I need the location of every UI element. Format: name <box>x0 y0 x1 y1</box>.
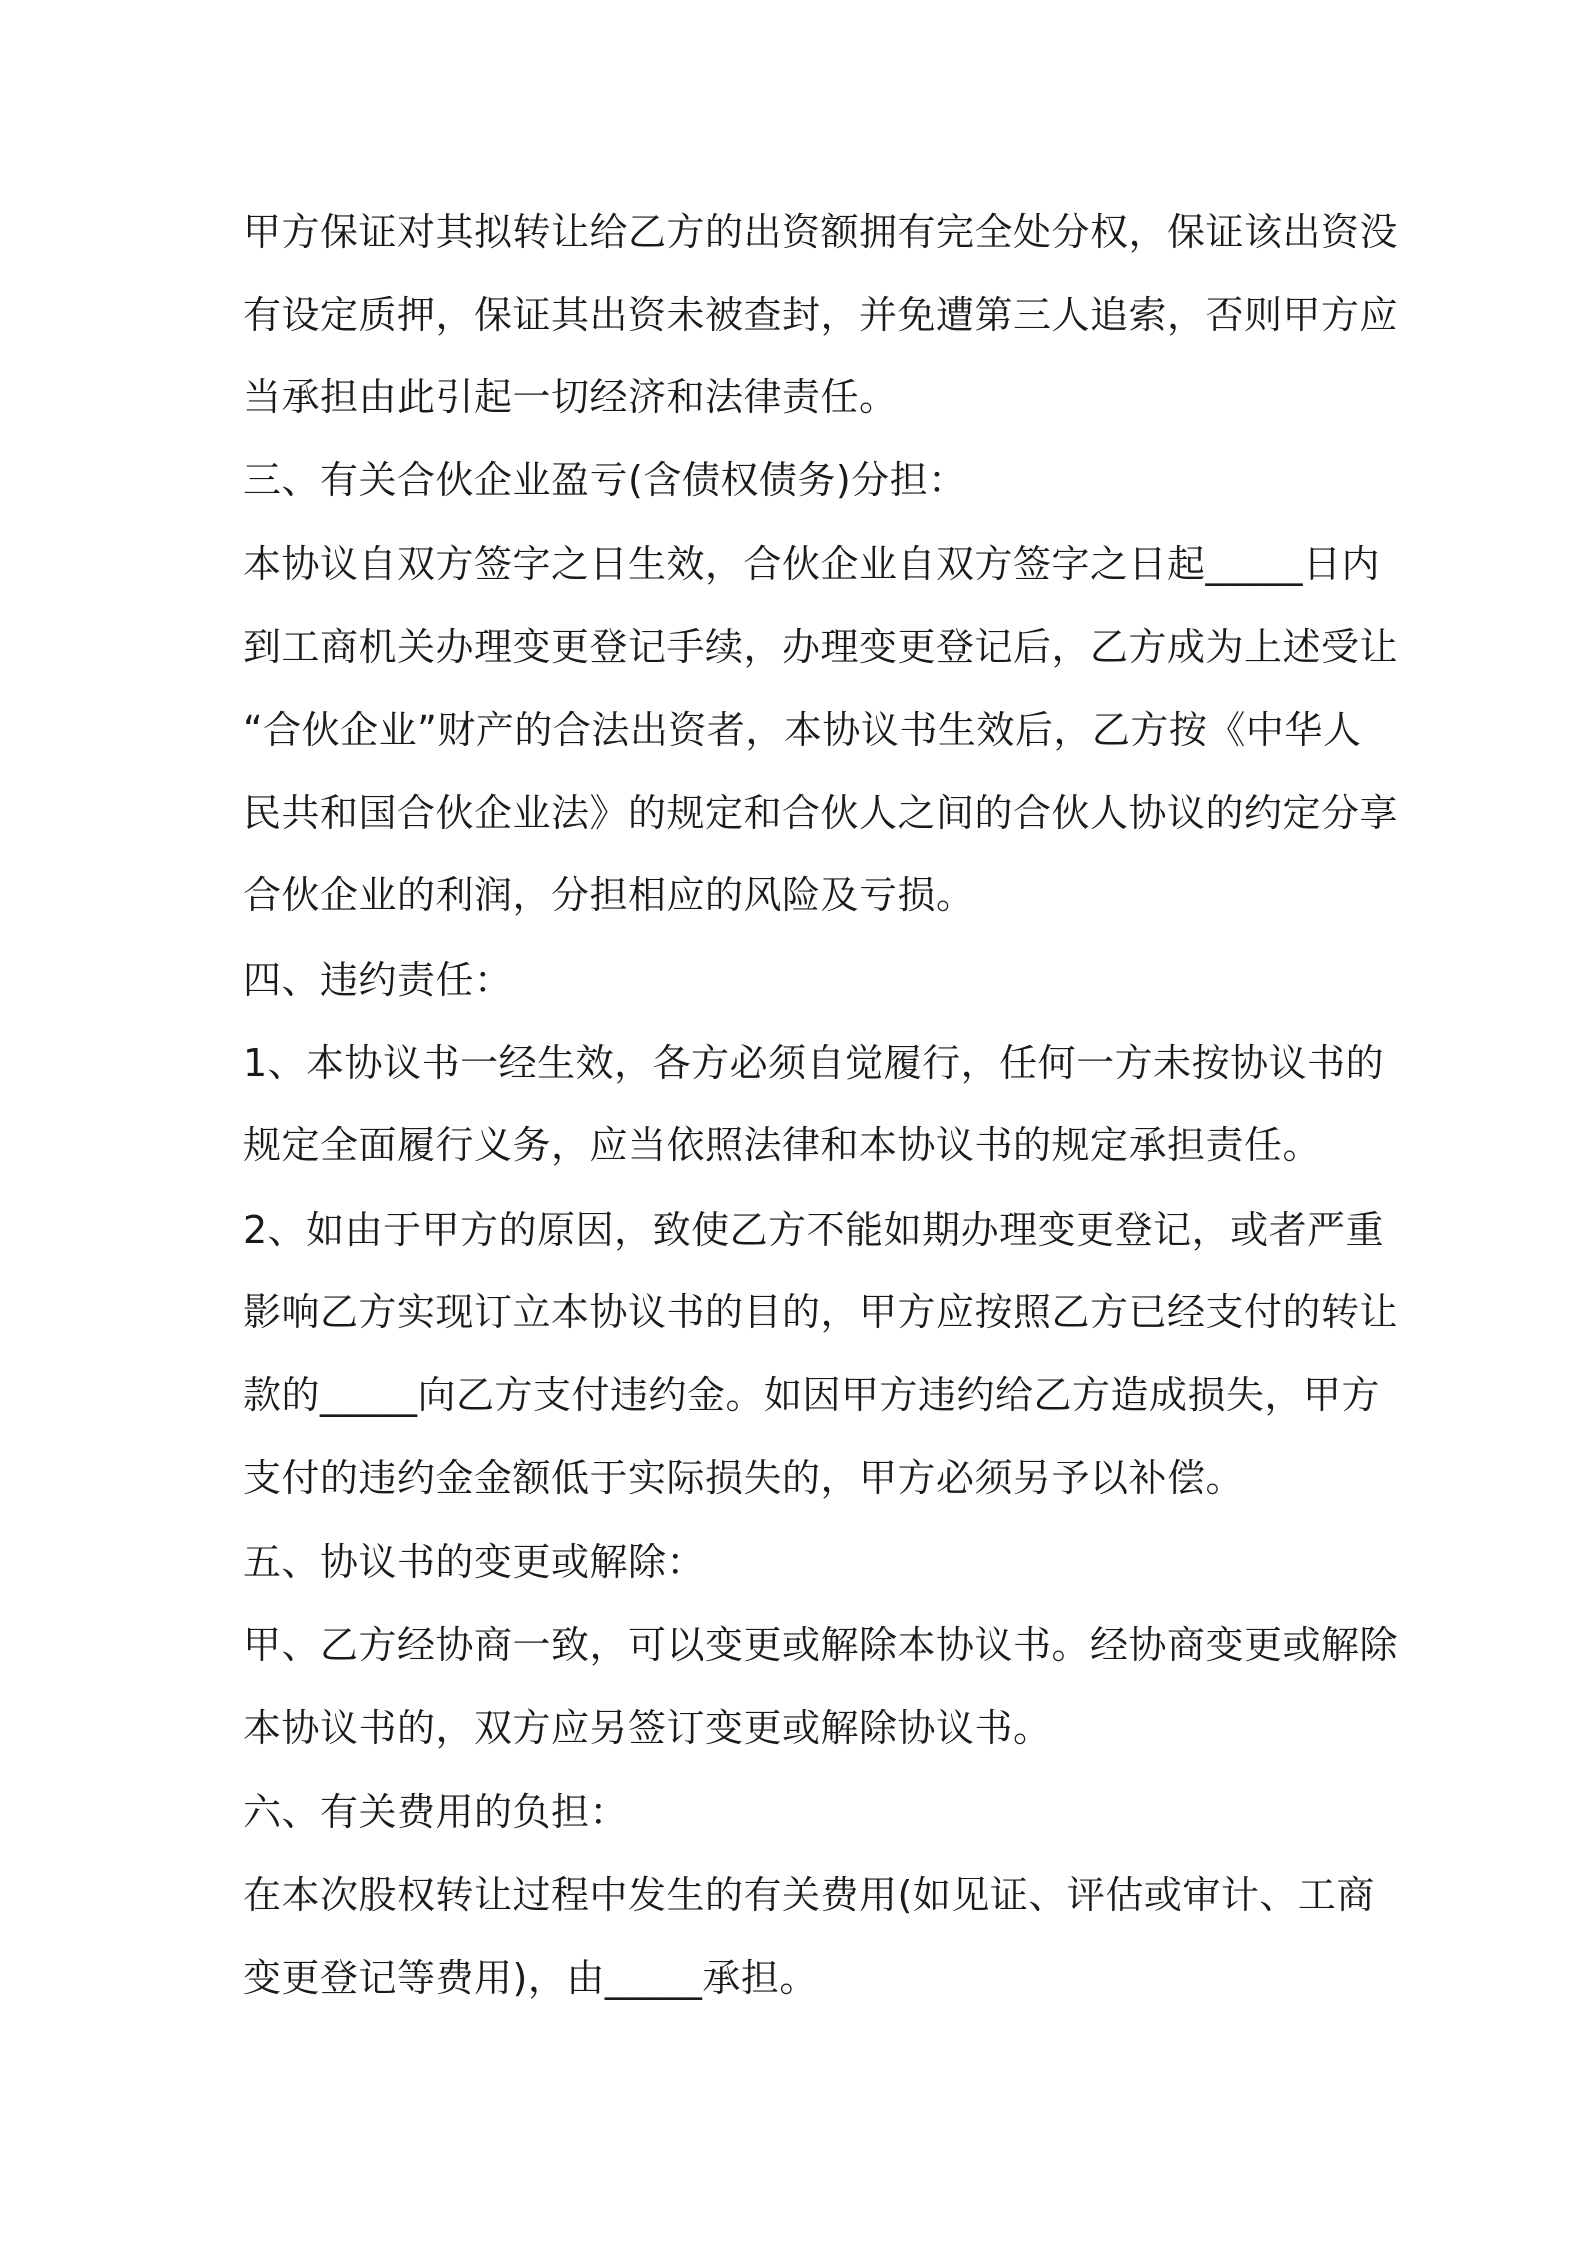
paragraph-line: 在本次股权转让过程中发生的有关费用(如见证、评估或审计、工商 <box>243 1873 1375 1917</box>
section-heading: 三、有关合伙企业盈亏(含债权债务)分担： <box>243 458 967 502</box>
paragraph-line: 合伙企业的利润，分担相应的风险及亏损。 <box>243 873 975 917</box>
section-heading: 五、协议书的变更或解除： <box>243 1540 706 1584</box>
paragraph-line: 本协议书的，双方应另签订变更或解除协议书。 <box>243 1706 1052 1750</box>
paragraph-line: “合伙企业”财产的合法出资者，本协议书生效后，乙方按《中华人 <box>243 708 1362 752</box>
paragraph-line: 规定全面履行义务，应当依照法律和本协议书的规定承担责任。 <box>243 1123 1322 1167</box>
paragraph-line: 到工商机关办理变更登记手续，办理变更登记后，乙方成为上述受让 <box>243 625 1399 669</box>
paragraph-line: 1、本协议书一经生效，各方必须自觉履行，任何一方未按协议书的 <box>243 1041 1385 1085</box>
paragraph-line: 支付的违约金金额低于实际损失的，甲方必须另予以补偿。 <box>243 1456 1245 1500</box>
paragraph-line: 本协议自双方签字之日生效，合伙企业自双方签字之日起_____日内 <box>243 542 1381 586</box>
paragraph-line: 2、如由于甲方的原因，致使乙方不能如期办理变更登记，或者严重 <box>243 1208 1385 1252</box>
paragraph-line: 民共和国合伙企业法》的规定和合伙人之间的合伙人协议的约定分享 <box>243 791 1399 835</box>
paragraph-line: 变更登记等费用)，由_____承担。 <box>243 1956 818 2000</box>
section-heading: 四、违约责任： <box>243 958 513 1002</box>
paragraph-line: 甲方保证对其拟转让给乙方的出资额拥有完全处分权，保证该出资没 <box>243 210 1399 254</box>
paragraph-line: 有设定质押，保证其出资未被查封，并免遭第三人追索，否则甲方应 <box>243 293 1399 337</box>
section-heading: 六、有关费用的负担： <box>243 1790 629 1834</box>
paragraph-line: 甲、乙方经协商一致，可以变更或解除本协议书。经协商变更或解除 <box>243 1623 1399 1667</box>
paragraph-line: 当承担由此引起一切经济和法律责任。 <box>243 375 898 419</box>
paragraph-line: 款的_____向乙方支付违约金。如因甲方违约给乙方造成损失，甲方 <box>243 1373 1381 1417</box>
paragraph-line: 影响乙方实现订立本协议书的目的，甲方应按照乙方已经支付的转让 <box>243 1290 1399 1334</box>
